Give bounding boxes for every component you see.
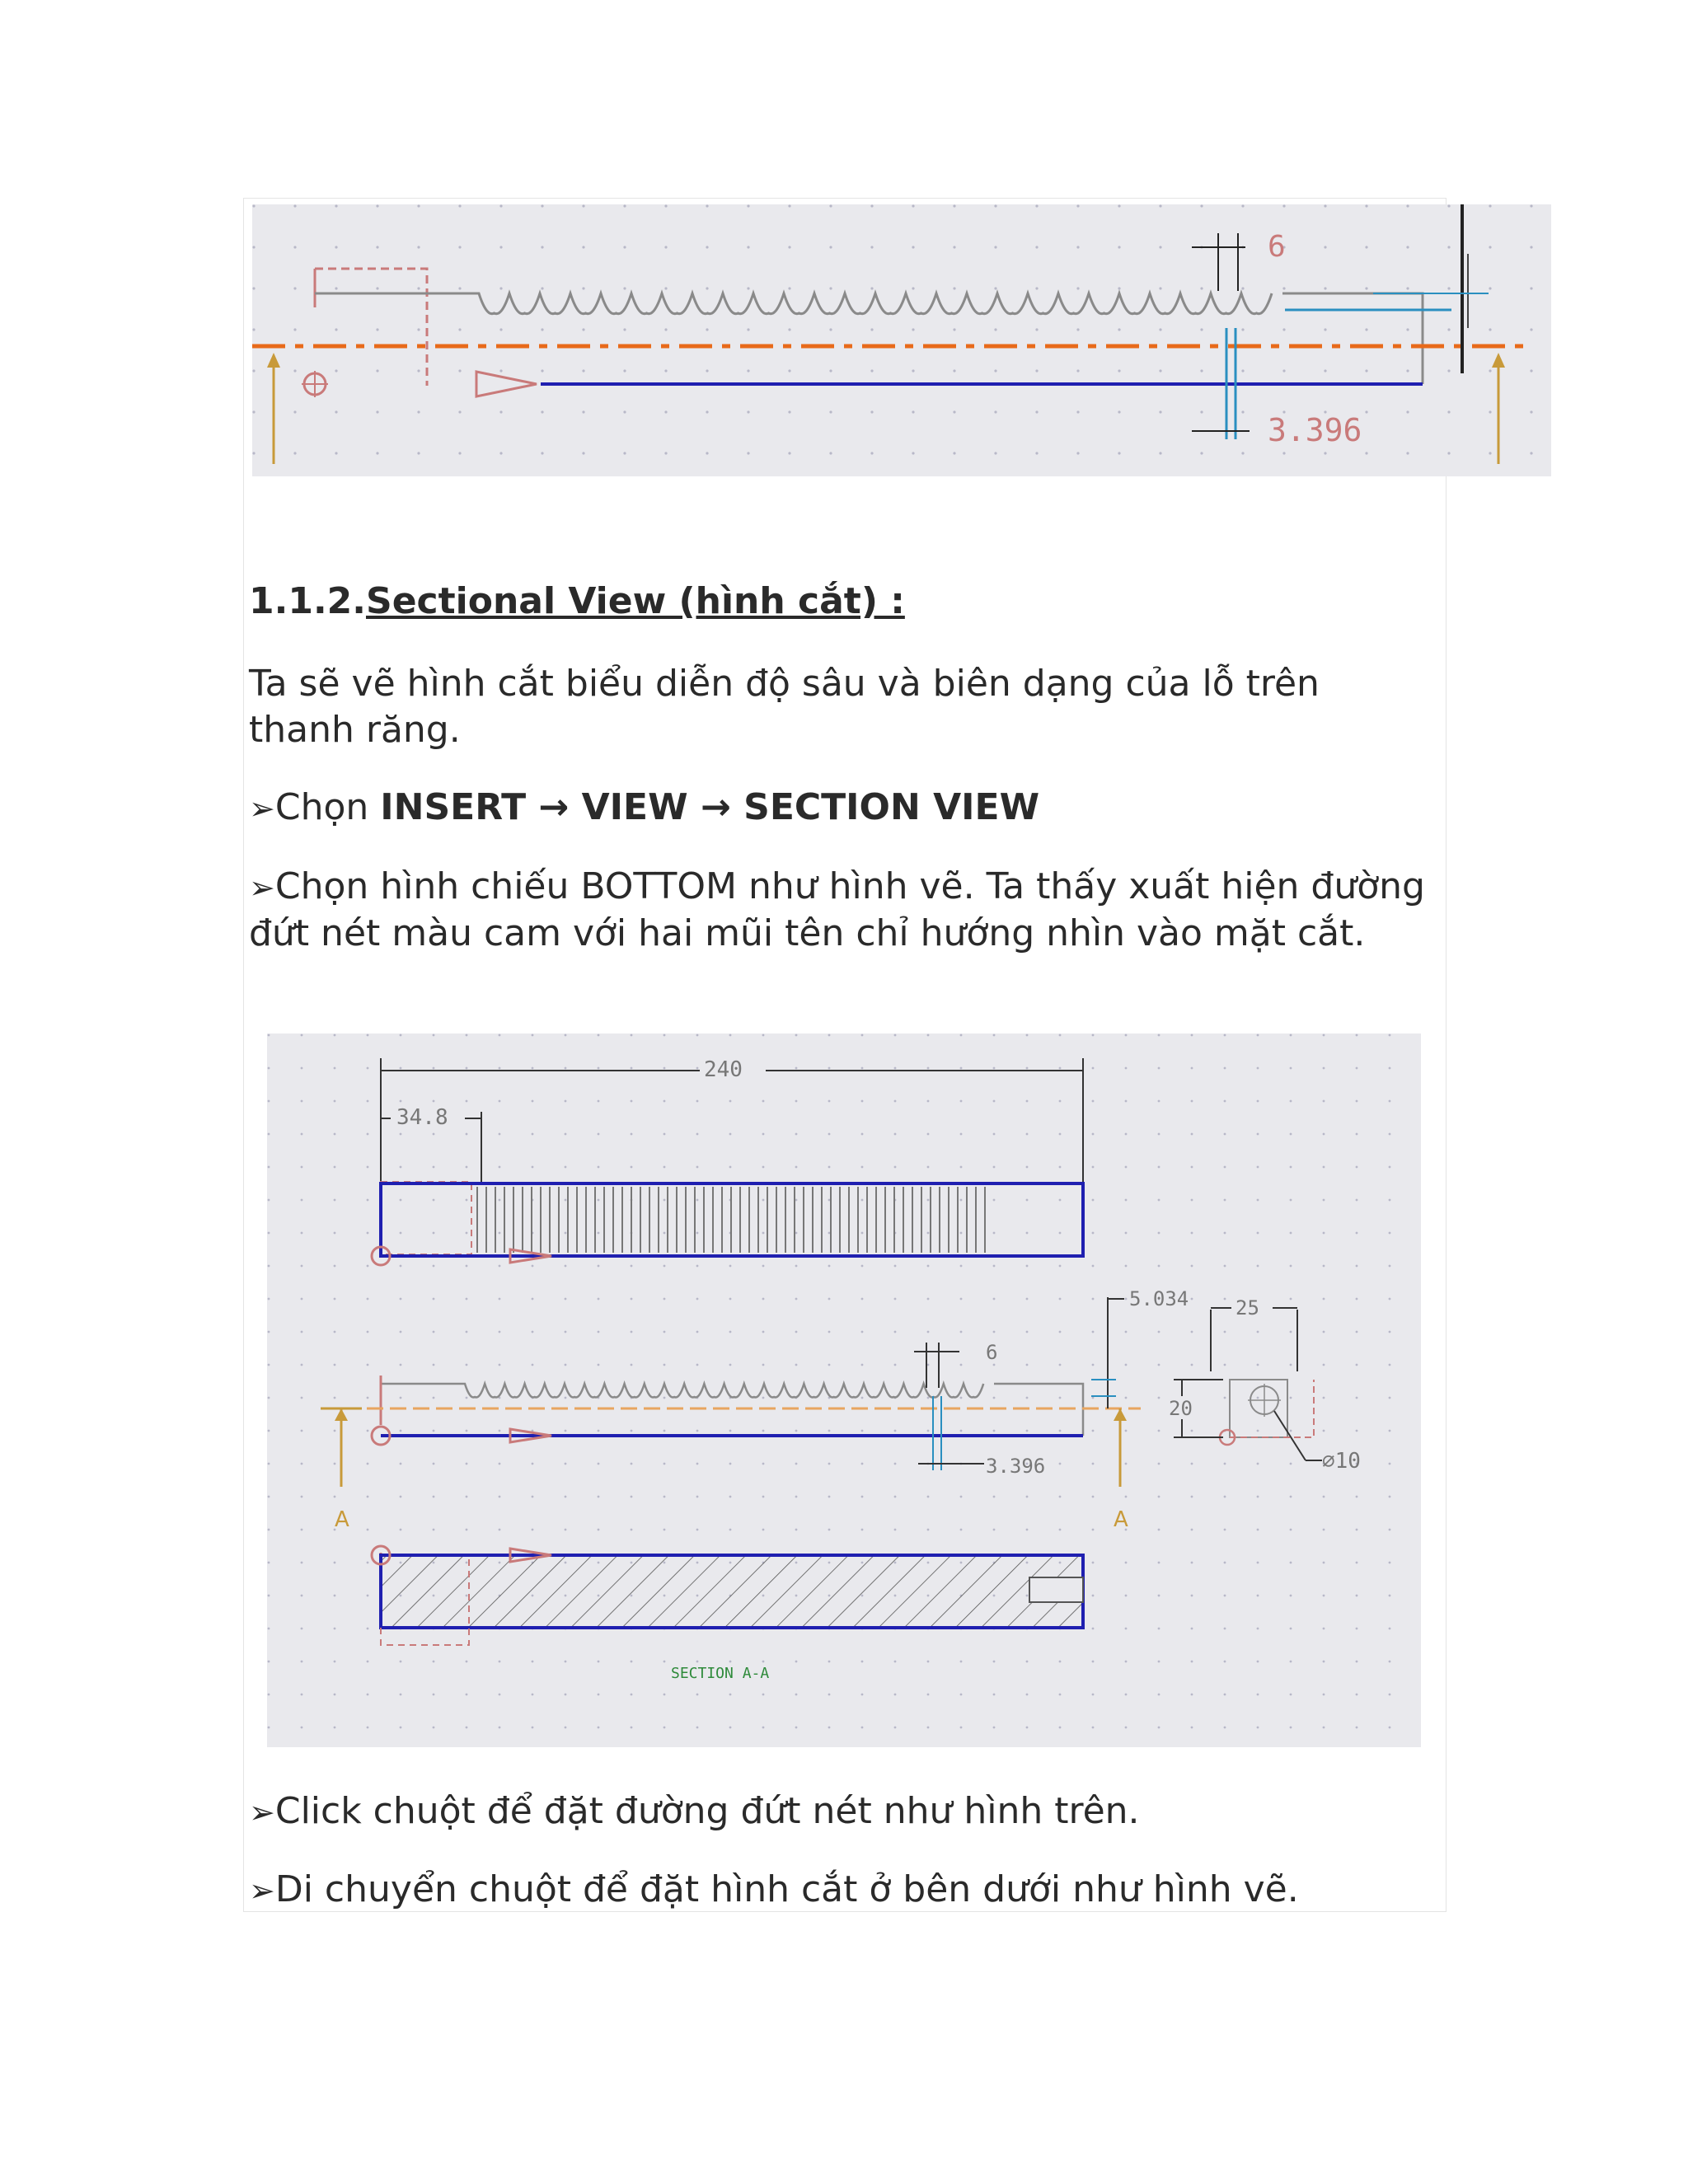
bullet-move-mouse bbox=[249, 1867, 1436, 1914]
bullet-prefix: Chọn bbox=[274, 786, 381, 828]
depth-dimension-label-2: 3.396 bbox=[986, 1455, 1046, 1478]
pitch-dimension-label-2: 6 bbox=[986, 1341, 998, 1364]
pitch-dimension-label: 6 bbox=[1268, 230, 1286, 264]
section-number: 1.1.2. bbox=[249, 580, 366, 622]
bullet-insert-view bbox=[249, 785, 1436, 832]
bullet-arrow-icon: ➢ bbox=[249, 869, 275, 906]
width-dimension-label: 25 bbox=[1236, 1296, 1259, 1319]
height-dimension-label: 20 bbox=[1169, 1397, 1193, 1420]
section-view-drawing bbox=[267, 1033, 1421, 1747]
bullet-text: Click chuột để đặt đường đứt nét như hình trên. bbox=[274, 1790, 1140, 1832]
bullet-arrow-icon: ➢ bbox=[249, 1872, 275, 1909]
depth-dimension-label: 3.396 bbox=[1268, 412, 1362, 448]
side-offset-dimension-label: 5.034 bbox=[1129, 1287, 1189, 1310]
rack-bottom-view-drawing bbox=[252, 204, 1551, 476]
length-dimension-label: 240 bbox=[704, 1057, 743, 1082]
offset-dimension-label: 34.8 bbox=[396, 1105, 448, 1130]
section-view-figure bbox=[267, 1033, 1421, 1747]
section-caption: SECTION A-A bbox=[671, 1665, 770, 1682]
cut-label-left: A bbox=[335, 1507, 349, 1532]
hole-dimension-label: ⌀10 bbox=[1322, 1449, 1361, 1474]
cut-label-right: A bbox=[1114, 1507, 1128, 1532]
bullet-text: Di chuyển chuột để đặt hình cắt ở bên dưới như hình vẽ. bbox=[274, 1868, 1299, 1910]
bullet-arrow-icon: ➢ bbox=[249, 790, 275, 827]
intro-paragraph: Ta sẽ vẽ hình cắt biểu diễn độ sâu và biên dạng của lỗ trên thanh răng. bbox=[249, 663, 1320, 751]
rack-bottom-view-figure bbox=[252, 204, 1551, 476]
bullet-click-place bbox=[249, 1788, 1436, 1835]
menu-path: INSERT → VIEW → SECTION VIEW bbox=[380, 786, 1040, 828]
bullet-arrow-icon: ➢ bbox=[249, 1794, 275, 1830]
bullet-bottom-view bbox=[249, 864, 1436, 957]
section-heading bbox=[249, 580, 905, 622]
bullet-text: Chọn hình chiếu BOTTOM như hình vẽ. Ta thấy xuất hiện đường đứt nét màu cam với hai mũi tên chỉ hướng nhìn vào mặt cắt. bbox=[249, 865, 1425, 954]
section-title: Sectional View (hình cắt) : bbox=[366, 580, 905, 622]
